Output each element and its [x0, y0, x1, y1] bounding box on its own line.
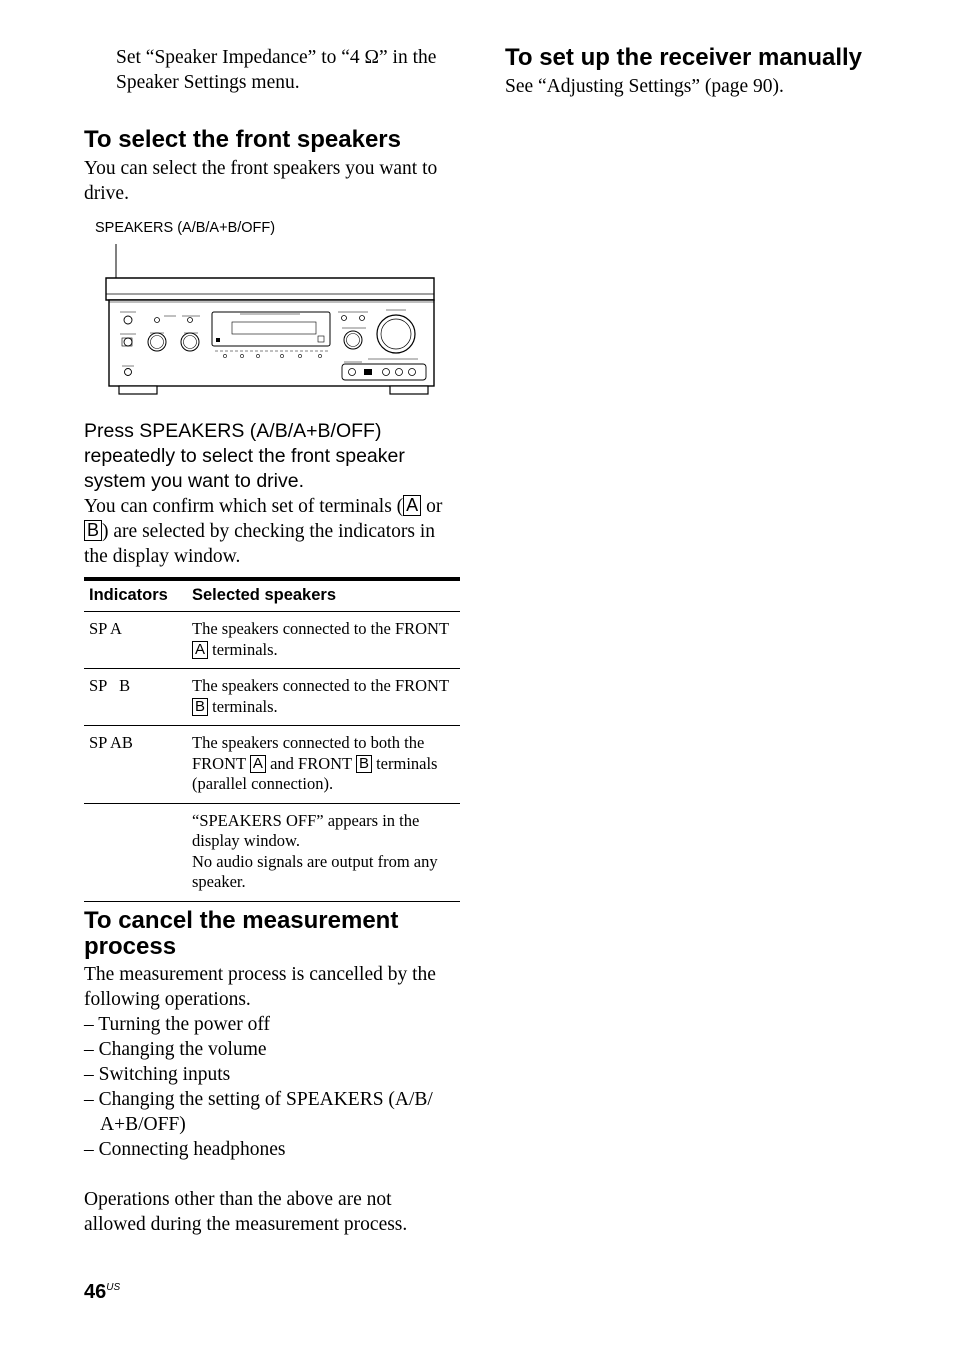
list-item: – Changing the setting of SPEAKERS (A/B/ A+B/OFF) — [84, 1089, 433, 1135]
cell-text: No audio signals are output from any speaker. — [192, 851, 438, 891]
press-speakers-instruction: Press SPEAKERS (A/B/A+B/OFF) repeatedly to select the front speaker system you want to drive. — [84, 420, 405, 492]
manual-setup-heading: To set up the receiver manually — [505, 44, 863, 71]
list-item: – Turning the power off — [84, 1014, 270, 1035]
manual-setup-text: See “Adjusting Settings” (page 90). — [505, 76, 784, 97]
indicator-cell: SP B — [84, 669, 187, 726]
terminal-a-key: A — [250, 755, 266, 773]
figure-callout-label: SPEAKERS (A/B/A+B/OFF) — [95, 220, 276, 236]
receiver-top-lid — [106, 278, 434, 300]
table-row — [84, 726, 460, 804]
table-row — [84, 803, 460, 901]
display-window — [212, 312, 330, 346]
confirm-terminals-text — [84, 494, 462, 569]
front-speakers-heading: To select the front speakers — [84, 126, 401, 153]
cell-text: The speakers connected to the FRONT — [192, 676, 449, 695]
receiver-foot-left — [119, 386, 157, 394]
cancel-intro-text: The measurement process is cancelled by the following operations. — [84, 964, 436, 1010]
indicator-cell: SP AB — [84, 726, 187, 804]
confirm-text-pre: You can confirm which set of terminals ( — [84, 496, 404, 517]
cell-text: terminals. — [208, 639, 278, 659]
terminal-a-key: A — [403, 495, 421, 516]
indicator-cell — [84, 803, 187, 901]
receiver-front-panel-illustration — [100, 238, 440, 398]
page-number — [84, 1281, 120, 1304]
confirm-text-post: ) are selected by checking the indicators in the display window. — [84, 521, 436, 567]
cancel-operations-list — [84, 1012, 456, 1162]
cell-text: The speakers connected to the FRONT — [192, 619, 449, 638]
selected-speakers-cell — [187, 726, 460, 804]
receiver-foot-right — [390, 386, 428, 394]
list-item: – Switching inputs — [84, 1064, 231, 1085]
selected-speakers-column-header: Selected speakers — [187, 580, 460, 612]
cell-text: terminals (parallel connection). — [192, 753, 438, 793]
table-row — [84, 669, 460, 726]
cell-text: and FRONT — [265, 753, 356, 773]
list-item: – Connecting headphones — [84, 1139, 286, 1160]
front-speakers-description: You can select the front speakers you want to drive. — [84, 158, 438, 204]
selected-speakers-cell — [187, 803, 460, 901]
indicator-table-header-row — [84, 580, 460, 612]
master-volume-knob — [377, 315, 415, 353]
terminal-a-key: A — [192, 641, 208, 659]
indicators-column-header: Indicators — [84, 580, 187, 612]
indicator-cell: SP A — [84, 612, 187, 669]
terminal-b-key: B — [84, 520, 102, 541]
confirm-text-mid: or — [421, 496, 443, 517]
speakers-button-icon — [124, 316, 132, 324]
cell-text: The speakers connected to both the FRONT — [192, 733, 425, 773]
terminal-b-key: B — [192, 698, 208, 716]
list-item: – Changing the volume — [84, 1039, 267, 1060]
terminal-b-key: B — [356, 755, 372, 773]
selected-speakers-cell — [187, 612, 460, 669]
cancel-closing-text: Operations other than the above are not allowed during the measurement process. — [84, 1189, 408, 1235]
cancel-measurement-heading: To cancel the measurement process — [84, 907, 399, 960]
indicator-table — [84, 580, 460, 902]
page-number-suffix: US — [106, 1282, 121, 1293]
page-number-value: 46 — [84, 1281, 107, 1303]
cell-text: “SPEAKERS OFF” appears in the display window. — [192, 810, 420, 850]
impedance-note: Set “Speaker Impedance” to “4 Ω” in the Speaker Settings menu. — [116, 47, 437, 93]
cell-text: terminals. — [208, 696, 278, 716]
table-row — [84, 612, 460, 669]
selected-speakers-cell — [187, 669, 460, 726]
